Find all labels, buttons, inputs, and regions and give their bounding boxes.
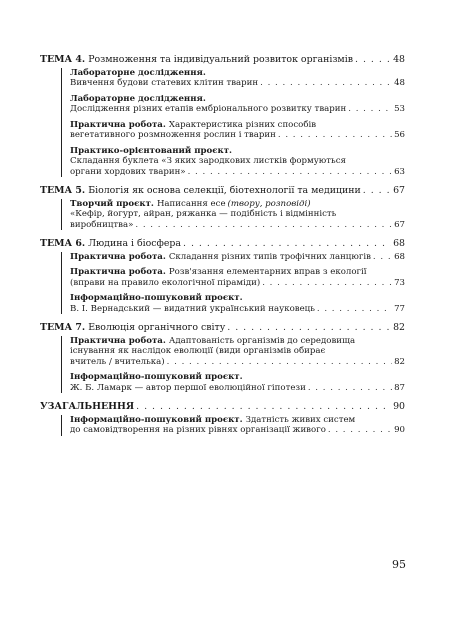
entry-text: «Кефір, йогурт, айран, ряжанка — подібність і відмінність: [70, 209, 337, 219]
entry-text: Складання буклета «З яких зародкових листків формуються: [70, 156, 346, 166]
entry-text: Дослідження різних етапів ембріонального розвитку тварин: [70, 104, 347, 114]
entry-text: вегетативного розмноження рослин і тварин: [70, 130, 276, 140]
entry-page: 56: [394, 130, 405, 140]
entry-line: [70, 357, 405, 368]
entry-page: 67: [394, 219, 405, 230]
entry-page: 48: [394, 78, 405, 88]
dot-leader: [136, 401, 391, 413]
toc-entry: [70, 120, 405, 141]
section-page: 90: [393, 401, 405, 412]
toc-section: [40, 238, 405, 314]
entry-text: виробництва»: [70, 219, 134, 230]
toc-section: [40, 54, 405, 177]
entry-text: до самовідтворення на різних рівнях організації живого: [70, 425, 326, 435]
entry-text: Складання різних типів трофічних ланцюгів: [168, 251, 371, 262]
entry-page: 68: [394, 251, 405, 262]
toc-entry: [70, 94, 405, 115]
entry-text: вчитель / вчителька): [70, 356, 165, 367]
entry-text: Ж. Б. Ламарк — автор першої еволюційної гіпотези: [70, 382, 306, 393]
toc-entry: [70, 68, 405, 89]
section-entries: [61, 415, 405, 436]
toc-entry: [70, 336, 405, 368]
dot-leader: [262, 278, 392, 289]
dot-leader: [328, 425, 392, 436]
entry-line: [70, 78, 405, 89]
entry-line: [70, 156, 405, 167]
section-entries: [61, 199, 405, 231]
entry-page: 82: [394, 356, 405, 367]
entry-text: (вправи на правило екологічної піраміди): [70, 277, 261, 288]
toc-section: [40, 322, 405, 393]
toc-entry: [70, 146, 405, 178]
section-title: Людина і біосфера: [88, 238, 182, 249]
toc-entry: [70, 372, 405, 393]
section-page: 48: [393, 54, 405, 65]
section-page: 67: [393, 185, 405, 196]
entry-line: [70, 220, 405, 231]
entry-text: Здатність живих систем: [245, 414, 356, 425]
dot-leader: [373, 252, 392, 263]
page-number: 95: [392, 558, 406, 571]
entry-text: Вивчення будови статевих клітин тварин: [70, 78, 259, 88]
entry-first-line: [70, 199, 405, 210]
section-heading: [40, 238, 405, 250]
dot-leader: [260, 78, 392, 89]
entry-kind: Лабораторне дослідження.: [70, 67, 206, 78]
entry-line: [70, 167, 405, 178]
dot-leader: [355, 54, 391, 66]
toc-entry: [70, 199, 405, 231]
entry-kind: Практико-орієнтований проєкт.: [70, 145, 233, 156]
entry-line: [70, 304, 405, 315]
toc-entry: [70, 415, 405, 436]
section-page: 68: [393, 238, 405, 249]
entry-text: Адаптованість організмів до середовища: [168, 335, 356, 346]
entry-line: [70, 425, 405, 436]
entry-line: [70, 278, 405, 289]
section-label: УЗАГАЛЬНЕННЯ: [40, 401, 135, 412]
entry-first-line: [70, 267, 405, 278]
table-of-contents: [40, 54, 405, 444]
entry-line: [70, 252, 405, 263]
dot-leader: [135, 220, 392, 231]
entry-text: Написання есе: [156, 198, 226, 209]
dot-leader: [308, 383, 392, 394]
entry-text: Характеристика різних способів: [168, 119, 317, 130]
section-title: Розмноження та індивідуальний розвиток організмів: [88, 54, 353, 65]
dot-leader: [183, 238, 391, 250]
entry-page: 73: [394, 277, 405, 288]
dot-leader: [227, 322, 391, 334]
section-entries: [61, 336, 405, 394]
entry-kind: Практична робота.: [70, 119, 166, 130]
dot-leader: [348, 104, 392, 115]
toc-entry: [70, 267, 405, 288]
entry-text: органи хордових тварин»: [70, 166, 186, 177]
entry-line: [70, 346, 405, 357]
entry-text: Розв'язання елементарних вправ з екології: [168, 267, 367, 277]
toc-entry: [70, 252, 405, 263]
dot-leader: [167, 357, 392, 368]
entry-text: існування як наслідок еволюції (види організмів обирає: [70, 346, 326, 356]
entry-line: [70, 130, 405, 141]
entry-page: 90: [394, 425, 405, 435]
section-page: 82: [393, 322, 405, 333]
entry-first-line: [70, 120, 405, 131]
section-label: ТЕМА 4.: [40, 54, 86, 65]
section-entries: [61, 68, 405, 178]
entry-text: В. І. Вернадський — видатний український науковець: [70, 303, 315, 314]
dot-leader: [363, 185, 391, 197]
entry-first-line: [70, 415, 405, 426]
dot-leader: [317, 304, 392, 315]
entry-kind: Лабораторне дослідження.: [70, 93, 206, 104]
entry-kind: Творчий проєкт.: [70, 198, 154, 209]
section-heading: [40, 401, 405, 413]
entry-kind: Практична робота.: [70, 267, 166, 277]
dot-leader: [188, 167, 393, 178]
entry-kind: Практична робота.: [70, 251, 166, 262]
entry-page: 53: [394, 104, 405, 114]
section-heading: [40, 54, 405, 66]
entry-line: [70, 383, 405, 394]
entry-kind: Інформаційно-пошуковий проєкт.: [70, 293, 243, 303]
section-heading: [40, 185, 405, 197]
toc-section: [40, 185, 405, 230]
entry-page: 77: [394, 303, 405, 314]
toc-entry: [70, 293, 405, 314]
dot-leader: [278, 130, 392, 141]
entry-line: [70, 104, 405, 115]
entry-kind: Практична робота.: [70, 335, 166, 346]
section-label: ТЕМА 6.: [40, 238, 86, 249]
entry-kind: Інформаційно-пошуковий проєкт.: [70, 372, 243, 382]
section-label: ТЕМА 5.: [40, 185, 86, 196]
section-entries: [61, 252, 405, 315]
section-title: Еволюція органічного світу: [88, 322, 226, 333]
section-label: ТЕМА 7.: [40, 322, 86, 333]
entry-text-italic: (твору, розповіді): [227, 198, 311, 209]
toc-section: [40, 401, 405, 436]
entry-first-line: [70, 336, 405, 347]
entry-page: 63: [394, 166, 405, 177]
section-title: Біологія як основа селекції, біотехнології та медицини: [88, 185, 361, 196]
entry-kind: Інформаційно-пошуковий проєкт.: [70, 414, 243, 425]
entry-line: [70, 209, 405, 220]
section-heading: [40, 322, 405, 334]
entry-page: 87: [394, 382, 405, 393]
